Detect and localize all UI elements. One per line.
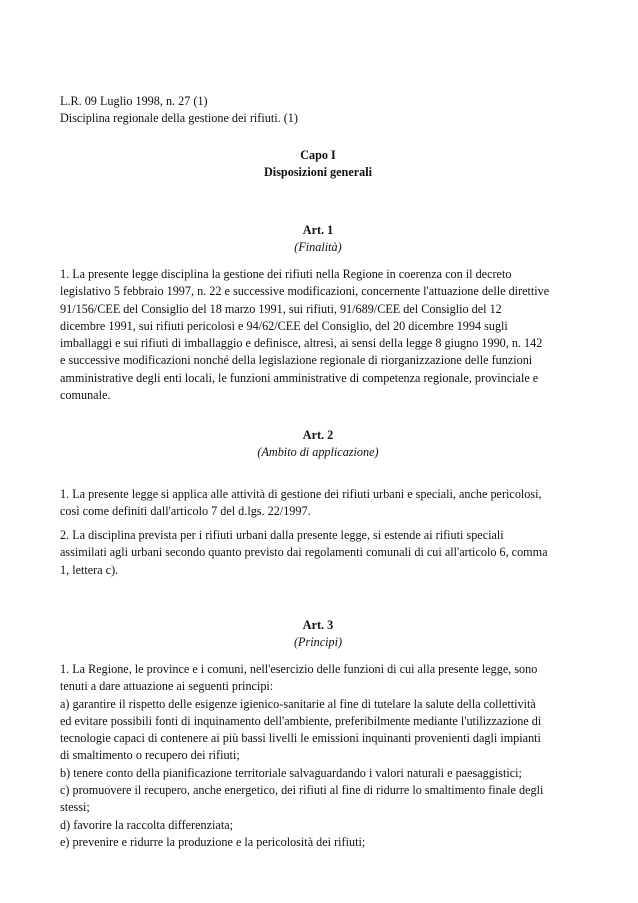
document-header [60,93,590,128]
text-line: imballaggi e sui rifiuti di imballaggio e definisce, altresì, ai sensi della legge 8 giugno 1990, n. 142 [60,336,543,351]
text-line: così come definiti dall'articolo 7 del d.lgs. 22/1997. [60,504,311,519]
chapter-heading [60,147,576,182]
text-line: 2. La disciplina prevista per i rifiuti urbani dalla presente legge, si estende ai rifiuti speciali [60,528,504,542]
text-line: 1. La presente legge disciplina la gestione dei rifiuti nella Regione in coerenza con il decreto [60,267,512,281]
article-1-title: Art. 1 [302,223,334,237]
text-line: comunale. [60,388,111,403]
article-1-subtitle: (Finalità) [294,240,342,255]
text-line: 1. La Regione, le province e i comuni, nell'esercizio delle funzioni di cui alla presente legge, sono [60,662,538,676]
article-2-title: Art. 2 [302,428,334,442]
chapter-subtitle: Disposizioni generali [264,165,372,180]
text-line: amministrative degli enti locali, le funzioni amministrative di competenza regionale, provinciale e [60,370,539,385]
text-line: 91/156/CEE del Consiglio del 18 marzo 1991, sui rifiuti, 91/689/CEE del Consiglio del 12 [60,301,502,316]
text-line: ed evitare possibili fonti di inquinamento dell'ambiente, preferibilmente mediante l'utilizzazione di [60,713,542,728]
text-line: stessi; [60,800,90,815]
text-line: 1. La presente legge si applica alle attività di gestione dei rifiuti urbani e speciali, anche pericolosi, [60,487,542,501]
article-2-heading [60,427,576,462]
text-line: dicembre 1991, sui rifiuti pericolosi e 94/62/CEE del Consiglio, del 20 dicembre 1994 sugli [60,318,508,333]
law-reference: L.R. 09 Luglio 1998, n. 27 (1) [60,94,208,108]
article-3-text [60,661,590,851]
article-2-paragraph-1 [60,486,590,521]
article-1-text [60,266,590,404]
article-3-title: Art. 3 [302,618,334,632]
law-title: Disciplina regionale della gestione dei rifiuti. (1) [60,111,298,126]
article-3-subtitle: (Principi) [293,635,343,650]
list-item: e) prevenire e ridurre la produzione e la pericolosità dei rifiuti; [60,834,366,849]
chapter-title: Capo I [300,148,336,162]
article-3-heading [60,617,576,652]
list-item: a) garantire il rispetto delle esigenze igienico-sanitarie al fine di tutelare la salute della collettività [60,696,536,711]
text-line: tenuti a dare attuazione ai seguenti principi: [60,679,274,694]
text-line: e successive modificazioni nonché della legislazione regionale di riorganizzazione delle funzioni [60,353,533,368]
article-1-heading [60,222,576,257]
list-item: b) tenere conto della pianificazione territoriale salvaguardando i valori naturali e paesaggistici; [60,765,522,780]
text-line: assimilati agli urbani secondo quanto previsto dai regolamenti comunali di cui all'articolo 6, comma [60,545,548,560]
list-item: c) promuovere il recupero, anche energetico, dei rifiuti al fine di ridurre lo smaltimento finale degli [60,783,544,798]
text-line: legislativo 5 febbraio 1997, n. 22 e successive modificazioni, concernente l'attuazione delle direttive [60,284,550,299]
text-line: di smaltimento o recupero dei rifiuti; [60,748,240,763]
list-item: d) favorire la raccolta differenziata; [60,817,233,832]
text-line: 1, lettera c). [60,562,119,577]
article-2-subtitle: (Ambito di applicazione) [257,445,379,460]
article-2-paragraph-2 [60,527,590,579]
text-line: tecnologie capaci di contenere ai più bassi livelli le emissioni inquinanti provenienti dagli impianti [60,731,541,746]
